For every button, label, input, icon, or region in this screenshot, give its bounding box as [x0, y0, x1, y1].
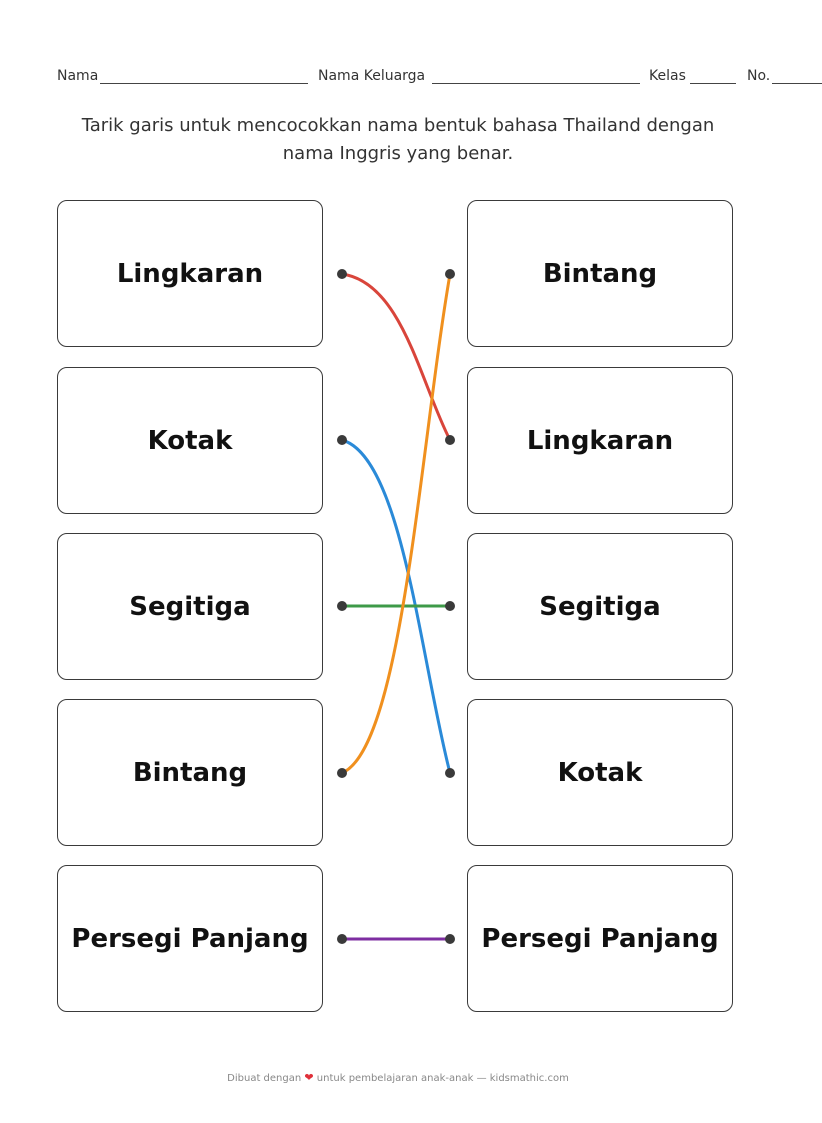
- footer-credit: [0, 1071, 796, 1084]
- class-blank[interactable]: [690, 83, 736, 84]
- right-card-5[interactable]: [467, 865, 733, 1012]
- footer-text-before: Dibuat dengan: [227, 1073, 302, 1084]
- heart-icon: ❤: [304, 1071, 314, 1084]
- right-connector-dot[interactable]: [445, 435, 455, 445]
- left-card-3[interactable]: [57, 533, 323, 680]
- right-card-label: Lingkaran: [526, 425, 674, 456]
- left-card-4[interactable]: [57, 699, 323, 846]
- name-blank[interactable]: [100, 83, 308, 84]
- number-blank[interactable]: [772, 83, 822, 84]
- right-card-label: Kotak: [557, 757, 643, 788]
- right-connector-dot[interactable]: [445, 269, 455, 279]
- right-card-2[interactable]: [467, 367, 733, 514]
- left-card-label: Persegi Panjang: [71, 923, 309, 954]
- number-label: No.: [747, 68, 771, 84]
- connection-line: [342, 440, 450, 773]
- left-card-label: Lingkaran: [116, 258, 264, 289]
- right-connector-dot[interactable]: [445, 601, 455, 611]
- footer-text-after: untuk pembelajaran anak-anak — kidsmathic.com: [316, 1073, 569, 1084]
- left-connector-dot[interactable]: [337, 435, 347, 445]
- right-connector-dot[interactable]: [445, 934, 455, 944]
- left-card-label: Segitiga: [129, 591, 251, 622]
- left-card-label: Kotak: [147, 425, 233, 456]
- right-card-label: Persegi Panjang: [481, 923, 719, 954]
- right-connector-dot[interactable]: [445, 768, 455, 778]
- left-connector-dot[interactable]: [337, 269, 347, 279]
- class-label: Kelas: [649, 68, 686, 84]
- name-label: Nama: [57, 68, 99, 84]
- right-card-1[interactable]: [467, 200, 733, 347]
- left-card-1[interactable]: [57, 200, 323, 347]
- family-name-blank[interactable]: [432, 83, 640, 84]
- right-card-label: Segitiga: [539, 591, 661, 622]
- left-card-5[interactable]: [57, 865, 323, 1012]
- right-card-4[interactable]: [467, 699, 733, 846]
- right-card-3[interactable]: [467, 533, 733, 680]
- left-card-label: Bintang: [132, 757, 248, 788]
- left-connector-dot[interactable]: [337, 768, 347, 778]
- instructions-text: Tarik garis untuk mencocokkan nama bentuk bahasa Thailand dengan nama Inggris yang benar.: [81, 115, 715, 164]
- connection-line: [342, 274, 450, 773]
- worksheet-header: [0, 0, 822, 90]
- left-connector-dot[interactable]: [337, 934, 347, 944]
- right-card-label: Bintang: [542, 258, 658, 289]
- left-connector-dot[interactable]: [337, 601, 347, 611]
- family-name-label: Nama Keluarga: [318, 68, 426, 84]
- connection-line: [342, 274, 450, 440]
- left-card-2[interactable]: [57, 367, 323, 514]
